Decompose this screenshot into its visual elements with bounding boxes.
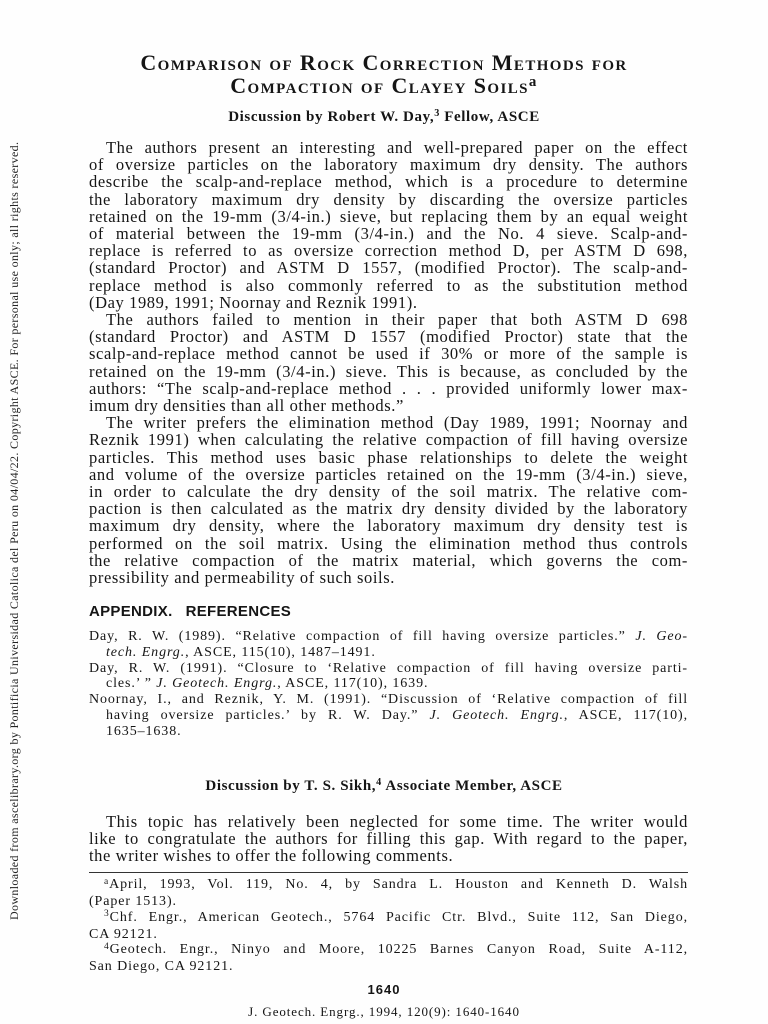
text-line <box>89 942 688 959</box>
text-run: , ASCE, 115(10), 1487–1491. <box>185 644 376 660</box>
text-run: Geotech. Engr., Ninyo and Moore, 10225 Barnes Canyon Road, Suite A-112, <box>109 942 688 958</box>
text-run: (Day 1989, 1991; Noornay and Reznik 1991). <box>89 292 418 312</box>
title-footnote-marker: a <box>528 74 538 91</box>
text-run: like to congratulate the authors for filling this gap. With regard to the paper, <box>89 829 688 849</box>
text-run: Day, R. W. (1989). “Relative compaction of fill having oversize particles.” <box>89 629 636 644</box>
text-run: having oversize particles.’ by R. W. Day.” <box>106 707 430 723</box>
discussion-byline-sikh <box>0 777 768 797</box>
italic-text: tech. Engrg. <box>106 644 186 660</box>
reference-entry <box>89 661 688 693</box>
text-line <box>89 692 688 708</box>
text-run: Fellow, ASCE <box>439 109 540 125</box>
text-run: Discussion by Robert W. Day, <box>228 109 435 125</box>
text-line <box>89 328 688 345</box>
text-line <box>89 813 688 830</box>
footnotes <box>89 877 688 975</box>
text-run: , ASCE, 117(10), 1639. <box>277 676 429 692</box>
text-run: authors: “The scalp-and-replace method . . . provided uniformly lower max- <box>89 378 688 398</box>
text-line <box>89 277 688 294</box>
text-line <box>89 830 688 847</box>
text-line <box>89 449 688 466</box>
text-line <box>89 466 688 483</box>
text-run: scalp-and-replace method cannot be used if 30% or more of the sample is <box>89 344 688 364</box>
appendix-label: APPENDIX. <box>89 603 173 620</box>
text-line <box>89 569 688 586</box>
download-notice: Downloaded from ascelibrary.org by Pontificia Universidad Catolica del Peru on 04/04/22. Copyright ASCE. For personal use only; all rights reserved. <box>7 141 21 920</box>
text-line <box>89 552 688 569</box>
text-run: The authors failed to mention in their paper that both ASTM D 698 <box>106 310 688 330</box>
text-run: imum dry densities than all other methods.” <box>89 396 404 416</box>
italic-text: J. Geotech. Engrg. <box>429 707 564 723</box>
discussion-body-sikh <box>89 813 688 865</box>
text-run: the writer wishes to offer the following comments. <box>89 846 454 866</box>
text-run: San Diego, CA 92121. <box>89 959 234 975</box>
text-run: The authors present an interesting and well-prepared paper on the effect <box>106 138 688 157</box>
text-line <box>89 877 688 894</box>
text-run: retained on the 19-mm (3/4-in.) sieve. This is because, as concluded by the <box>89 361 688 381</box>
text-run: pressibility and permeability of such soils. <box>89 568 395 588</box>
text-run: of oversize particles on the laboratory maximum dry density. The authors <box>89 155 688 175</box>
paragraph <box>89 311 688 414</box>
text-run: the relative compaction of the matrix material, which governs the com- <box>89 550 688 570</box>
text-run: Discussion by T. S. Sikh, <box>205 778 377 794</box>
text-line <box>89 414 688 431</box>
text-run: The writer prefers the elimination method (Day 1989, 1991; Noornay and <box>106 413 688 433</box>
text-line <box>89 645 688 661</box>
italic-text: J. Geo- <box>635 629 688 644</box>
text-line <box>89 517 688 534</box>
text-line <box>89 225 688 242</box>
text-line <box>89 397 688 414</box>
text-run: replace is referred to as oversize correction method D, per ASTM D 698, <box>89 241 688 261</box>
paragraph <box>89 813 688 865</box>
text-line <box>89 676 688 692</box>
paragraph <box>89 139 688 311</box>
footnote-marker: 4 <box>376 777 382 789</box>
footnote-divider <box>89 872 688 873</box>
discussion-body-day <box>89 139 688 586</box>
text-line <box>89 927 688 942</box>
text-run: describe the scalp-and-replace method, which is a procedure to determine <box>89 172 688 192</box>
text-line <box>89 380 688 397</box>
text-line <box>89 500 688 517</box>
text-run: Associate Member, ASCE <box>381 778 563 794</box>
text-line <box>89 724 688 740</box>
reference-list <box>89 629 688 740</box>
text-run: (Paper 1513). <box>89 894 177 910</box>
text-line <box>89 708 688 724</box>
text-run: replace method is also commonly referred to as the substitution method <box>89 275 688 295</box>
text-line <box>89 847 688 864</box>
text-run: paction is then calculated as the matrix dry density divided by the laboratory <box>89 499 688 519</box>
footnote-marker: 3 <box>104 909 110 920</box>
text-run: particles. This method uses basic phase relationships to delete the weight <box>89 447 688 467</box>
text-line <box>89 910 688 927</box>
page-number: 1640 <box>367 982 401 997</box>
text-run: maximum dry density, where the laboratory maximum dry density test is <box>89 516 688 536</box>
text-run: the laboratory maximum dry density by discarding the oversize particles <box>89 189 688 209</box>
text-run: (standard Proctor) and ASTM D 1557, (modified Proctor). The scalp-and- <box>89 258 688 278</box>
footnote-marker: a <box>104 876 110 887</box>
text-line <box>89 156 688 173</box>
journal-citation: J. Geotech. Engrg., 1994, 120(9): 1640-1640 <box>248 1004 520 1019</box>
text-line <box>89 259 688 276</box>
text-line <box>89 959 688 974</box>
text-line <box>89 894 688 909</box>
text-line <box>89 139 688 156</box>
article-title-line-2 <box>0 74 768 101</box>
text-run: cles.’ ” <box>106 676 157 692</box>
italic-text: J. Geotech. Engrg. <box>156 676 278 692</box>
text-line <box>89 363 688 380</box>
article-title-line-1: Comparison of Rock Correction Methods for <box>140 50 628 75</box>
text-line <box>89 661 688 677</box>
text-line <box>89 345 688 362</box>
title-text: Compaction of Clayey Soils <box>230 73 529 98</box>
text-run: Reznik 1991) when calculating the relative compaction of fill having oversize <box>89 430 688 450</box>
footnote <box>89 942 688 975</box>
text-line <box>89 629 688 645</box>
reference-entry <box>89 629 688 661</box>
text-run: April, 1993, Vol. 119, No. 4, by Sandra L. Houston and Kenneth D. Walsh <box>109 877 688 892</box>
discussion-byline-day <box>0 108 768 128</box>
text-run: Chf. Engr., American Geotech., 5764 Pacific Ctr. Blvd., Suite 112, San Diego, <box>109 909 688 925</box>
text-run: in order to calculate the dry density of the soil matrix. The relative com- <box>89 482 688 502</box>
text-run: and volume of the oversize particles retained on the 19-mm (3/4-in.) sieve, <box>89 464 688 484</box>
reference-entry <box>89 692 688 739</box>
text-run: Noornay, I., and Reznik, Y. M. (1991). “Discussion of ‘Relative compaction of fill <box>89 692 688 708</box>
text-line <box>89 535 688 552</box>
text-run: CA 92121. <box>89 926 158 942</box>
text-line <box>89 483 688 500</box>
footnote-marker: 4 <box>104 941 110 952</box>
appendix-heading <box>89 603 688 621</box>
text-line <box>89 208 688 225</box>
text-line <box>89 173 688 190</box>
text-line <box>89 294 688 311</box>
text-line <box>89 191 688 208</box>
footnote <box>89 877 688 910</box>
text-run: of material between the 19-mm (3/4-in.) and the No. 4 sieve. Scalp-and- <box>89 224 688 244</box>
paragraph <box>89 414 688 586</box>
footnote <box>89 910 688 943</box>
text-run: 1635–1638. <box>106 723 182 739</box>
text-run: This topic has relatively been neglected for some time. The writer would <box>106 812 688 831</box>
text-run: performed on the soil matrix. Using the elimination method thus controls <box>89 533 688 553</box>
text-line <box>89 242 688 259</box>
text-run: , ASCE, 117(10), <box>563 707 688 723</box>
references-heading: REFERENCES <box>185 603 292 620</box>
text-line <box>89 431 688 448</box>
text-run: (standard Proctor) and ASTM D 1557 (modified Proctor) state that the <box>89 327 688 347</box>
text-run: retained on the 19-mm (3/4-in.) sieve, but replacing them by an equal weight <box>89 206 688 226</box>
footnote-marker: 3 <box>434 108 440 120</box>
text-run: Day, R. W. (1991). “Closure to ‘Relative compaction of fill having oversize parti- <box>89 660 688 676</box>
text-line <box>89 311 688 328</box>
